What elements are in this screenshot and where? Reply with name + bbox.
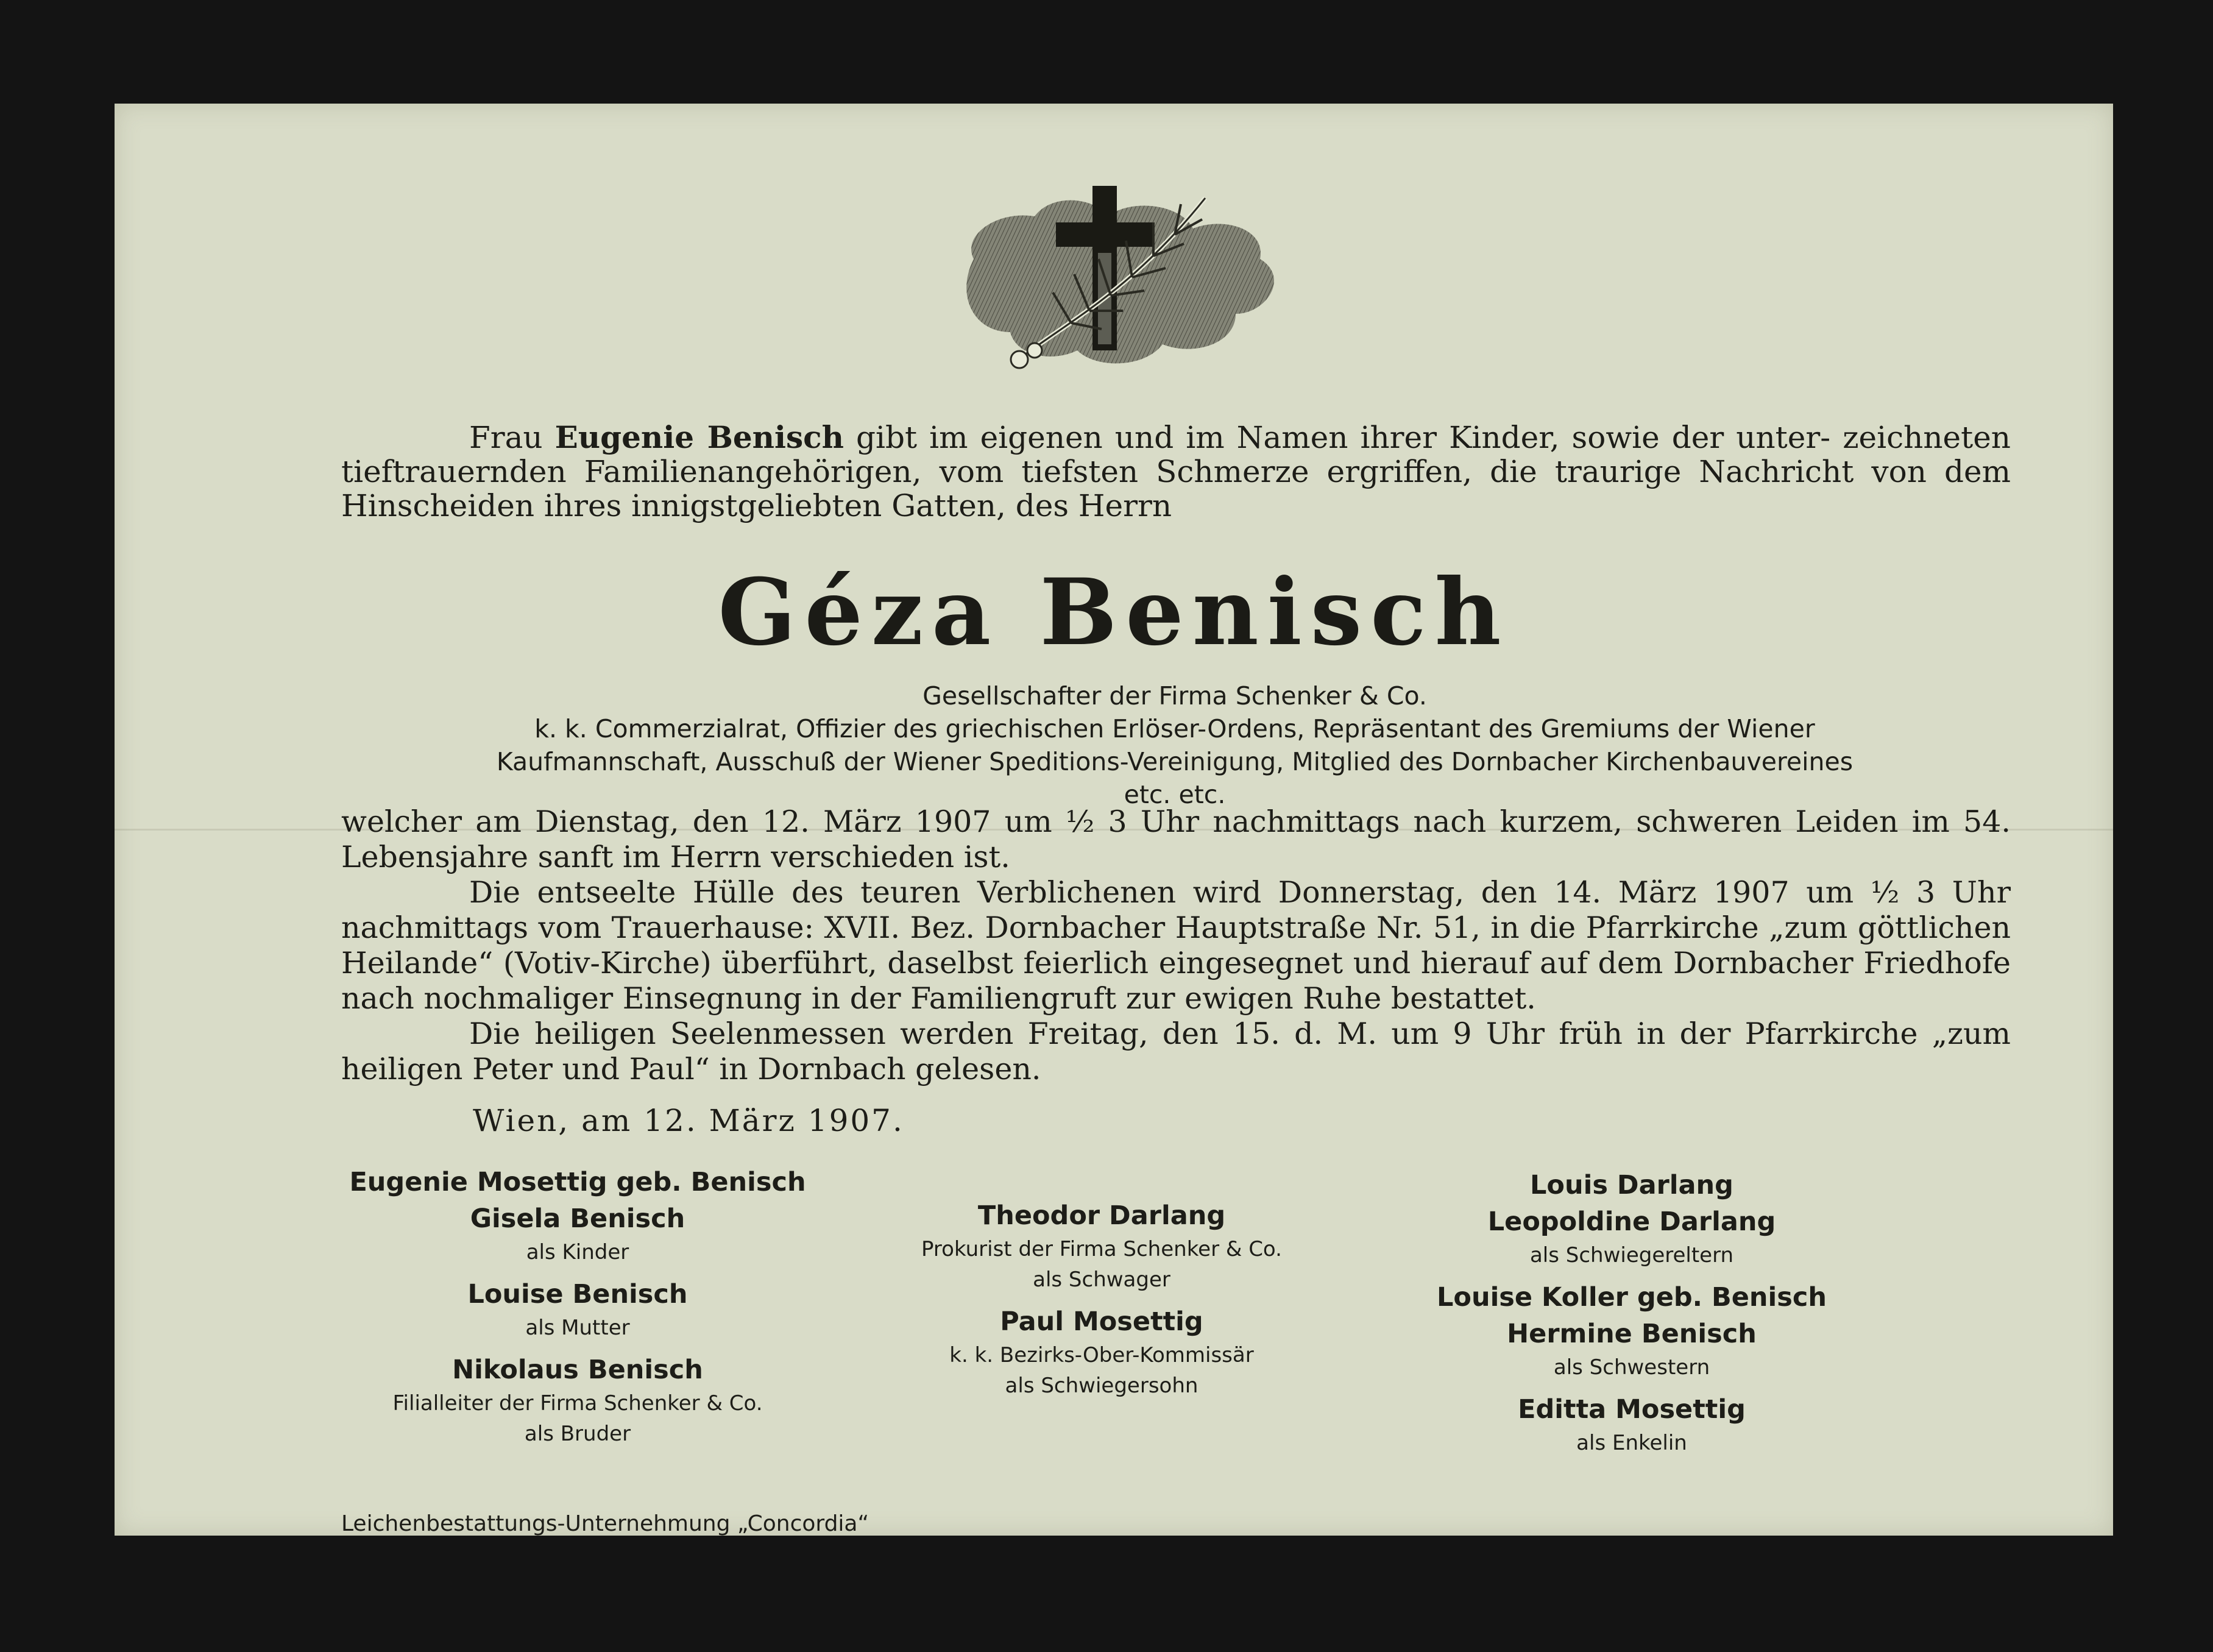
body-paragraph-3: Die heiligen Seelenmessen werden Freitag, den 15. d. M. um 9 Uhr früh in der Pfarrkirche „zum heiligen Peter und Paul“ in Dornbach gelesen. [341,1016,2011,1087]
mourner-name: Louise Koller geb. Benisch [1437,1282,1827,1313]
deceased-titles [444,679,1906,811]
mourner-name: Nikolaus Benisch [452,1355,703,1385]
deceased-name: Géza Benisch [718,559,1510,666]
mourner-name: Hermine Benisch [1507,1319,1757,1349]
dateline: Wien, am 12. März 1907. [473,1103,904,1138]
mourner-role: als Mutter [525,1316,630,1340]
body-paragraph-1: welcher am Dienstag, den 12. März 1907 um ½ 3 Uhr nachmittags nach kurzem, schweren Leiden im 54. Lebensjahre sanft im Herrn verschieden ist. [341,804,2011,874]
cross-with-palm-branch-icon [949,174,1291,375]
mourner-name: Leopoldine Darlang [1487,1207,1776,1237]
mourner-role: Prokurist der Firma Schenker & Co. [921,1237,1282,1261]
mourners-left [273,1164,882,1449]
mourner-name: Louise Benisch [467,1279,688,1310]
undertaker-imprint: Leichenbestattungs-Unternehmung „Concordia“ [341,1511,869,1536]
mourner-role: als Schwager [1033,1267,1170,1292]
intro-text-start: gibt im eigenen und im Namen ihrer Kinder, sowie der unter- [856,420,1831,455]
intro-frau: Frau [469,420,543,455]
mourner-role: als Schwiegersohn [1005,1374,1199,1398]
mourner-name: Louis Darlang [1530,1170,1733,1200]
mourner-name: Gisela Benisch [470,1204,685,1234]
title-line-3: etc. etc. [1124,780,1226,809]
mourner-role: als Enkelin [1576,1431,1687,1455]
mourners-right [1327,1167,1936,1458]
mourner-name: Theodor Darlang [977,1200,1226,1231]
notice-body [341,804,2011,1087]
mourner-name: Editta Mosettig [1518,1394,1746,1425]
title-line-1: Gesellschafter der Firma Schenker & Co. [922,681,1427,711]
mourner-role: als Schwestern [1553,1355,1710,1380]
mourner-name: Paul Mosettig [1000,1306,1203,1337]
mourner-role: als Schwiegereltern [1529,1243,1734,1267]
intro-paragraph [341,420,2011,523]
intro-text: zeichneten tieftrauernden Familienangehörigen, vom tiefsten Schmerze ergriffen, die traurige Nachricht von dem Hinscheiden ihres innigstgeliebten Gatten, des Herrn [341,420,2011,523]
title-line-2: k. k. Commerzialrat, Offizier des griechischen Erlöser-Ordens, Repräsentant des Gremiums der Wiener Kaufmannschaft, Ausschuß der Wiener Speditions-Vereinigung, Mitglied des Dornbacher Kirchenbauvereines [496,714,1854,776]
mourners-middle [797,1197,1406,1401]
mourner-role: als Bruder [524,1422,631,1446]
mourner-name: Eugenie Mosettig geb. Benisch [349,1167,806,1197]
mourner-role: als Kinder [526,1240,629,1264]
wife-name: Eugenie Benisch [554,419,844,455]
body-paragraph-2: Die entseelte Hülle des teuren Verblichenen wird Donnerstag, den 14. März 1907 um ½ 3 Uhr nachmittags vom Trauerhause: XVII. Bez. Dornbacher Hauptstraße Nr. 51, in die Pfarrkirche „zum göttlichen Heilande“ (Votiv-Kirche) überführt, daselbst feierlich eingesegnet und hierauf auf dem Dornbacher Friedhofe nach nochmaliger Einsegnung in der Familiengruft zur ewigen Ruhe bestattet. [341,875,2011,1016]
mourning-notice [115,104,2113,1536]
mourner-role: Filialleiter der Firma Schenker & Co. [392,1391,763,1416]
mourner-role: k. k. Bezirks-Ober-Kommissär [949,1343,1254,1367]
